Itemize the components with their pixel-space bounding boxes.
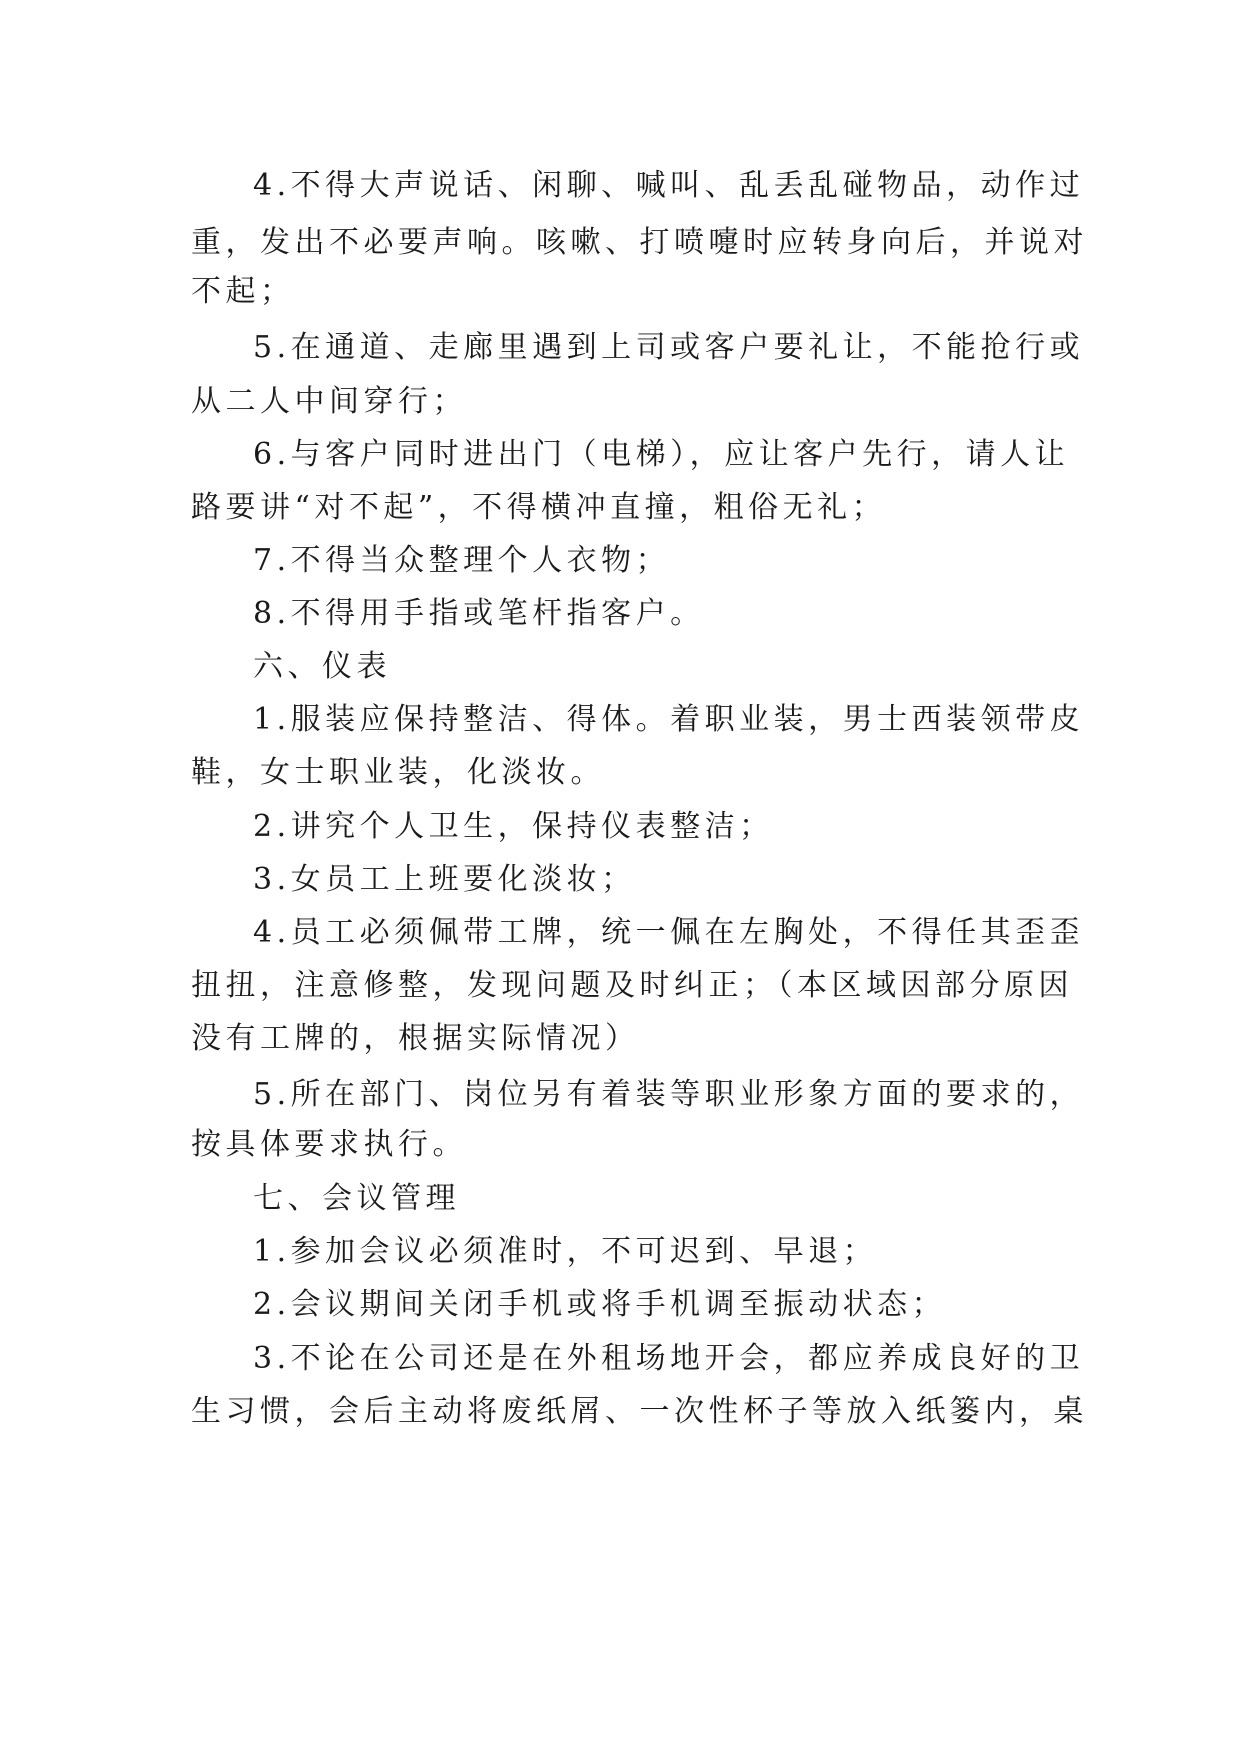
paragraph-line: 3.女员工上班要化淡妆； — [253, 862, 636, 897]
paragraph-line: 4.不得大声说话、闲聊、喊叫、乱丢乱碰物品，动作过 — [253, 168, 1085, 203]
paragraph-line: 路要讲“对不起”，不得横冲直撞，粗俗无礼； — [191, 490, 887, 525]
paragraph-line: 扭扭，注意修整，发现问题及时纠正；（本区域因部分原因 — [191, 968, 1073, 1003]
paragraph-line: 1.参加会议必须准时，不可迟到、早退； — [253, 1234, 878, 1269]
paragraph-line: 从二人中间穿行； — [191, 384, 467, 419]
paragraph-line: 3.不论在公司还是在外租场地开会，都应养成良好的卫 — [253, 1341, 1085, 1376]
paragraph-line: 按具体要求执行。 — [191, 1127, 467, 1162]
paragraph-line: 6.与客户同时进出门（电梯），应让客户先行，请人让 — [253, 437, 1070, 472]
paragraph-line: 5.在通道、走廊里遇到上司或客户要礼让，不能抢行或 — [253, 330, 1085, 365]
paragraph-line: 5.所在部门、岗位另有着装等职业形象方面的要求的， — [253, 1077, 1085, 1112]
paragraph-line: 8.不得用手指或笔杆指客户。 — [253, 596, 705, 631]
paragraph-line: 鞋，女士职业装，化淡妆。 — [191, 755, 605, 790]
paragraph-line: 7.不得当众整理个人衣物； — [253, 543, 671, 578]
paragraph-line: 没有工牌的，根据实际情况） — [191, 1021, 640, 1056]
paragraph-line: 1.服装应保持整洁、得体。着职业装，男士西装领带皮 — [253, 702, 1085, 737]
paragraph-line: 2.会议期间关闭手机或将手机调至振动状态； — [253, 1287, 947, 1322]
paragraph-line: 2.讲究个人卫生，保持仪表整洁； — [253, 809, 774, 844]
section-heading: 七、会议管理 — [253, 1181, 460, 1216]
paragraph-line: 重，发出不必要声响。咳嗽、打喷嚏时应转身向后，并说对 — [191, 225, 1088, 260]
paragraph-line: 生习惯，会后主动将废纸屑、一次性杯子等放入纸篓内，桌 — [191, 1394, 1088, 1429]
paragraph-line: 4.员工必须佩带工牌，统一佩在左胸处，不得任其歪歪 — [253, 915, 1085, 950]
paragraph-line: 不起； — [191, 274, 295, 309]
section-heading: 六、仪表 — [253, 649, 391, 684]
